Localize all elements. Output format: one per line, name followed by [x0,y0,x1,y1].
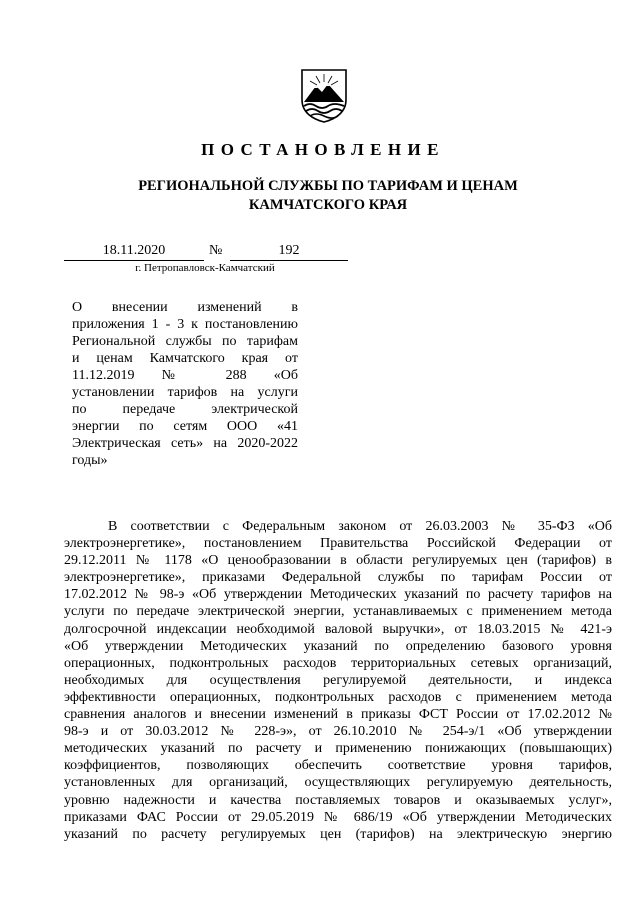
body-line: В соответствии с Федеральным законом от 26.03.2003 № 35-ФЗ «Об [108,519,612,534]
body-line: операционных, подконтрольных расходов территориальных сетевых организаций, [64,655,612,671]
number-sign: № [209,243,223,258]
body-line: «Об утверждении Методических указаний по определению базового уровня [64,638,612,654]
body-line: 17.02.2012 № 98-э «Об утверждении Методических указаний по расчету тарифов на [64,587,612,603]
body-line: электроэнергетике», приказами Федеральной службы по тарифам России от [64,570,612,586]
body-line: уровню надежности и качества поставляемых товаров и оказываемых услуг», [64,792,612,808]
subject-line: по передаче электрической [72,402,298,417]
subject-line: 11.12.2019 № 288 «Об [72,368,298,383]
body-line: долгосрочной индексации необходимой валовой выручки», от 18.03.2015 № 421-э [64,621,612,637]
authority-line: РЕГИОНАЛЬНОЙ СЛУЖБЫ ПО ТАРИФАМ И ЦЕНАМ [138,178,518,194]
body-line: методических указаний по расчету и применению понижающих (повышающих) [64,741,612,757]
subject-line: установлении тарифов на услуги [72,385,298,400]
body-line: 98-э и от 30.03.2012 № 228-э», от 26.10.2010 № 254-э/1 «Об утверждении [64,724,612,740]
document-type-title: ПОСТАНОВЛЕНИЕ [201,140,445,159]
issue-city: г. Петропавловск-Камчатский [135,262,275,274]
body-line: электроэнергетике», постановлением Правительства Российской Федерации от [64,536,612,552]
subject-line: и ценам Камчатского края от [72,351,298,366]
body-line: 29.12.2011 № 1178 «О ценообразовании в области регулируемых цен (тарифов) в [64,553,612,569]
authority-line: КАМЧАТСКОГО КРАЯ [248,197,408,213]
subject-line: приложения 1 - 3 к постановлению [72,317,298,332]
document-date: 18.11.2020 [64,243,204,261]
subject-line: Региональной службы по тарифам [72,334,298,349]
subject-line: Электрическая сеть» на 2020-2022 [72,436,298,451]
body-line: сравнения аналогов и внесении изменений в приказы ФСТ России от 17.02.2012 № [64,707,612,723]
body-line: необходимых для осуществления регулируемой деятельности, и индекса [64,672,612,688]
body-line: услуги по передаче электрической энергии, устанавливаемых с применением метода [64,604,612,620]
body-line: эффективности операционных, подконтрольных расходов с применением метода [64,689,612,705]
issuing-authority [118,177,538,215]
document-subject [72,299,298,469]
body-line: указаний по расчету регулируемых цен (тарифов) на электрическую энергию [64,826,612,842]
document-number: 192 [230,243,348,261]
body-line: установленных для организаций, осуществляющих регулируемую деятельность, [64,775,612,791]
kamchatka-coat-of-arms-icon [298,66,350,124]
subject-line: энергии по сетям ООО «41 [72,419,298,434]
subject-line: годы» [72,453,108,468]
body-line: приказами ФАС России от 29.05.2019 № 686/19 «Об утверждении Методических [64,809,612,825]
body-line: коэффициентов, позволяющих обеспечить соответствие уровня тарифов, [64,758,612,774]
document-body [64,518,612,843]
subject-line: О внесении изменений в [72,300,298,315]
